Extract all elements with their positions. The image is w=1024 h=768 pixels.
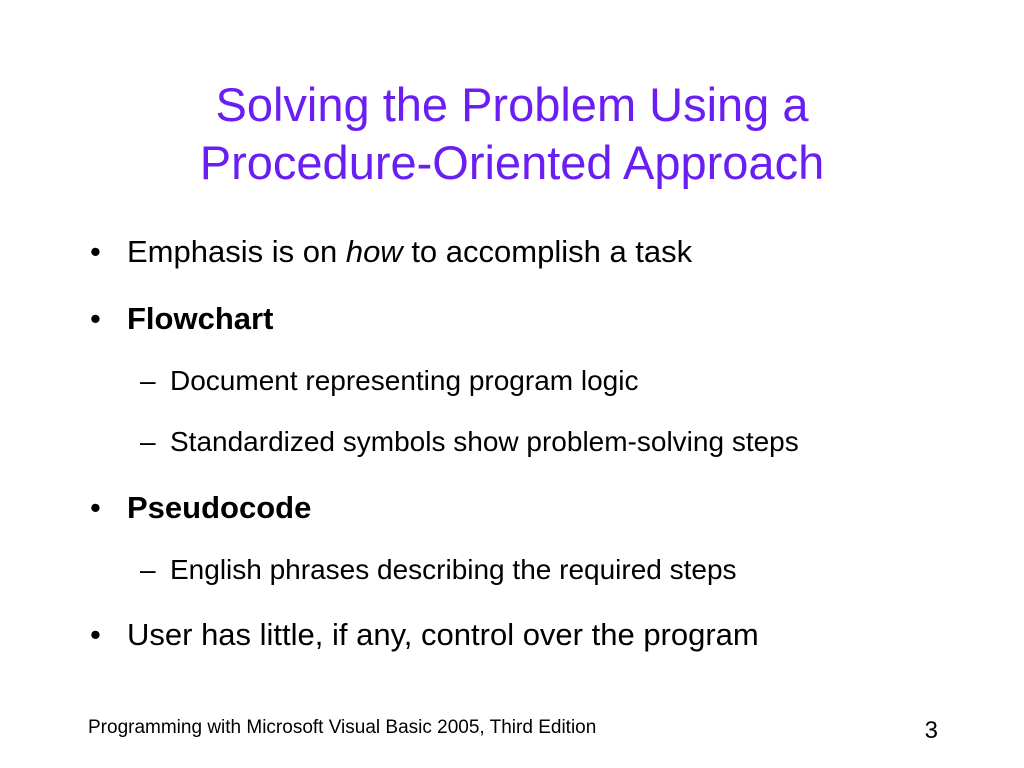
bullet-text-before: Emphasis is on	[127, 234, 346, 269]
title-line-1: Solving the Problem Using a	[215, 78, 809, 131]
title-line-2: Procedure-Oriented Approach	[199, 136, 825, 189]
sub-bullet-text: English phrases describing the required steps	[170, 554, 737, 585]
dash-marker: –	[140, 426, 156, 457]
bullet-text-emphasis: how	[345, 234, 403, 269]
footer-text: Programming with Microsoft Visual Basic 2005, Third Edition	[88, 717, 597, 738]
bullet-text-after: to accomplish a task	[402, 234, 693, 269]
sub-bullet-text: Standardized symbols show problem-solving steps	[170, 426, 799, 457]
dash-marker: –	[140, 554, 156, 585]
bullet-item-emphasis	[90, 233, 692, 271]
sub-bullet-item	[140, 364, 638, 398]
bullet-marker: •	[90, 234, 101, 269]
bullet-marker: •	[90, 490, 101, 525]
page-number: 3	[924, 717, 938, 744]
bullet-text: Pseudocode	[127, 490, 312, 525]
bullet-marker: •	[90, 301, 101, 336]
bullet-item-flowchart	[90, 300, 273, 338]
bullet-text: User has little, if any, control over the program	[127, 617, 759, 652]
bullet-item-pseudocode	[90, 489, 311, 527]
bullet-marker: •	[90, 617, 101, 652]
sub-bullet-item	[140, 425, 799, 459]
sub-bullet-text: Document representing program logic	[170, 365, 639, 396]
sub-bullet-item	[140, 553, 737, 587]
dash-marker: –	[140, 365, 156, 396]
bullet-text: Flowchart	[127, 301, 274, 336]
bullet-item-control	[90, 616, 759, 654]
